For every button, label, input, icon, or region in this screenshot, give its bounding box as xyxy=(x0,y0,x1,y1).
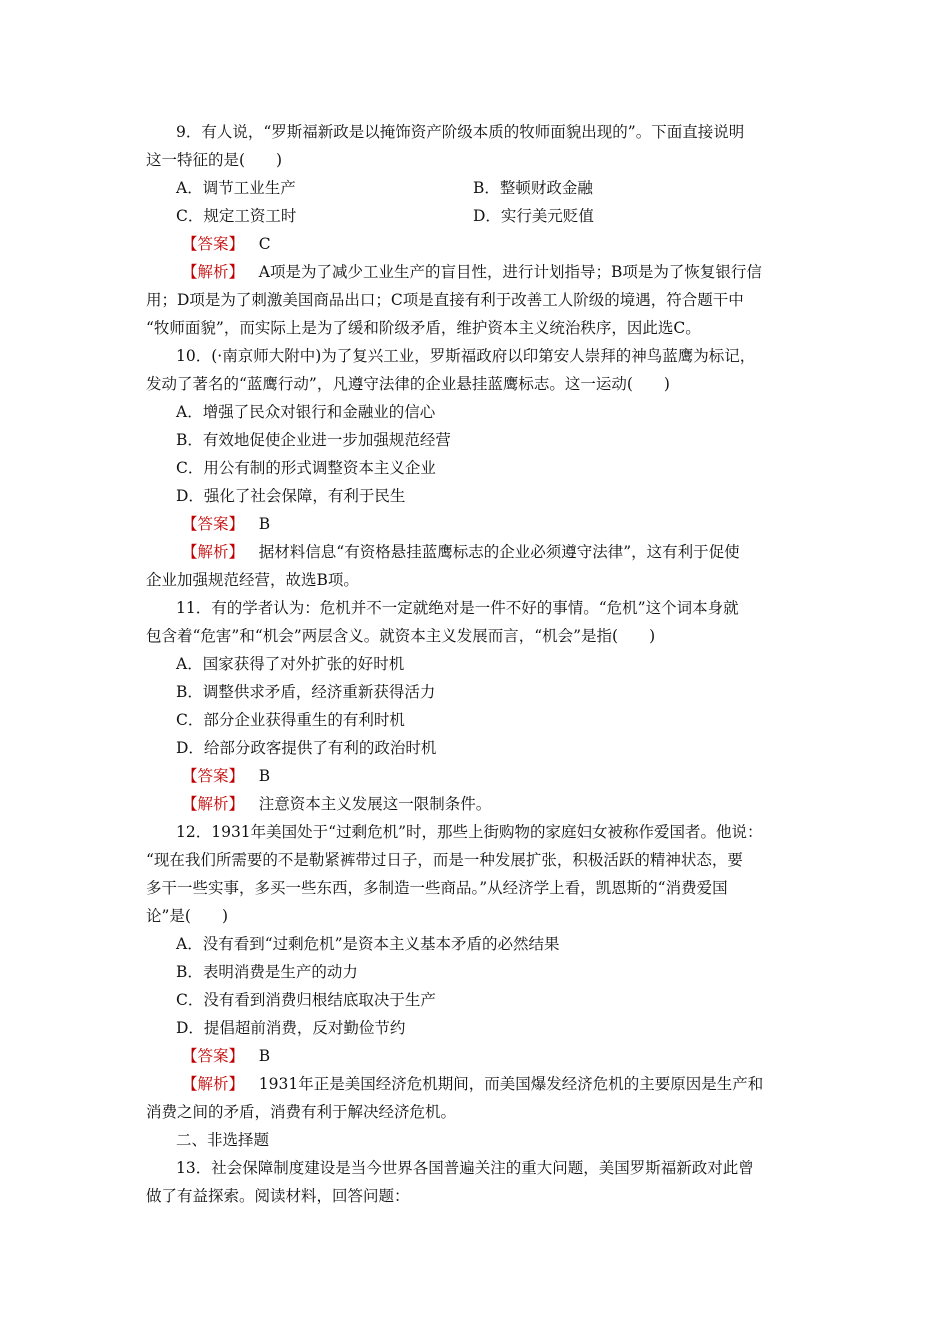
q13-stem-line-2: 做了有益探索。阅读材料，回答问题： xyxy=(146,1187,410,1205)
q11-answer: B xyxy=(258,767,271,785)
q9-analysis-line-3: “牧师面貌”，而实际上是为了缓和阶级矛盾，维护资本主义统治秩序，因此选C。 xyxy=(146,319,701,337)
answer-tag: 【答案】 xyxy=(182,1047,245,1065)
analysis-tag: 【解析】 xyxy=(182,795,245,813)
q13-stem-line-1: 13．社会保障制度建设是当今世界各国普遍关注的重大问题，美国罗斯福新政对此曾 xyxy=(176,1159,754,1177)
q11-option-a: A．国家获得了对外扩张的好时机 xyxy=(176,655,405,673)
q12-option-d: D．提倡超前消费，反对勤俭节约 xyxy=(176,1019,406,1037)
q10-analysis-line-1 xyxy=(182,542,740,562)
analysis-tag: 【解析】 xyxy=(182,543,245,561)
q9-answer: C xyxy=(258,235,271,253)
q11-option-c: C．部分企业获得重生的有利时机 xyxy=(176,711,405,729)
q10-analysis-line-2: 企业加强规范经营，故选B项。 xyxy=(146,571,359,589)
q10-option-c: C．用公有制的形式调整资本主义企业 xyxy=(176,459,436,477)
q12-stem-line-2: “现在我们所需要的不是勒紧裤带过日子，而是一种发展扩张，积极活跃的精神状态，要 xyxy=(146,851,743,869)
q12-stem-line-4: 论”是( ) xyxy=(146,907,229,925)
analysis-tag: 【解析】 xyxy=(182,263,245,281)
q11-answer-row xyxy=(182,766,270,786)
q12-option-c: C．没有看到消费归根结底取决于生产 xyxy=(176,991,436,1009)
q11-analysis-line-1 xyxy=(182,794,491,814)
analysis-tag: 【解析】 xyxy=(182,1075,245,1093)
q12-analysis-text-1: 1931年正是美国经济危机期间，而美国爆发经济危机的主要原因是生产和 xyxy=(258,1075,764,1093)
q9-stem-line-2: 这一特征的是( ) xyxy=(146,151,283,169)
q10-answer-row xyxy=(182,514,270,534)
q11-stem-line-2: 包含着“危害”和“机会”两层含义。就资本主义发展而言，“机会”是指( ) xyxy=(146,627,656,645)
q10-answer: B xyxy=(258,515,271,533)
q12-stem-line-3: 多干一些实事，多买一些东西，多制造一些商品。”从经济学上看，凯恩斯的“消费爱国 xyxy=(146,879,728,897)
q12-stem-line-1: 12．1931年美国处于“过剩危机”时，那些上街购物的家庭妇女被称作爱国者。他说： xyxy=(176,823,763,841)
answer-tag: 【答案】 xyxy=(182,515,245,533)
q9-stem-line-1: 9．有人说，“罗斯福新政是以掩饰资产阶级本质的牧师面貌出现的”。下面直接说明 xyxy=(176,123,745,141)
answer-tag: 【答案】 xyxy=(182,767,245,785)
q10-option-b: B．有效地促使企业进一步加强规范经营 xyxy=(176,431,451,449)
q10-option-d: D．强化了社会保障，有利于民生 xyxy=(176,487,406,505)
q12-answer-row xyxy=(182,1046,270,1066)
section-heading: 二、非选择题 xyxy=(176,1131,270,1149)
q12-option-a: A．没有看到“过剩危机”是资本主义基本矛盾的必然结果 xyxy=(176,935,560,953)
q11-analysis-text-1: 注意资本主义发展这一限制条件。 xyxy=(258,795,492,813)
q9-analysis-line-2: 用；D项是为了刺激美国商品出口；C项是直接有利于改善工人阶级的境遇，符合题干中 xyxy=(146,291,744,309)
q11-option-d: D．给部分政客提供了有利的政治时机 xyxy=(176,739,437,757)
q9-option-a: A．调节工业生产 xyxy=(176,179,296,197)
q11-stem-line-1: 11．有的学者认为：危机并不一定就绝对是一件不好的事情。“危机”这个词本身就 xyxy=(176,599,739,617)
q9-option-c: C．规定工资工时 xyxy=(176,207,297,225)
q10-stem-line-2: 发动了著名的“蓝鹰行动”，凡遵守法律的企业悬挂蓝鹰标志。这一运动( ) xyxy=(146,375,670,393)
q9-option-d: D．实行美元贬值 xyxy=(473,207,594,225)
q9-analysis-line-1 xyxy=(182,262,762,282)
q12-analysis-line-2: 消费之间的矛盾，消费有利于解决经济危机。 xyxy=(146,1103,457,1121)
q12-answer: B xyxy=(258,1047,271,1065)
q12-analysis-line-1 xyxy=(182,1074,763,1094)
q9-answer-row xyxy=(182,234,271,254)
q12-option-b: B．表明消费是生产的动力 xyxy=(176,963,358,981)
q10-stem-line-1: 10．(·南京师大附中)为了复兴工业，罗斯福政府以印第安人崇拜的神鸟蓝鹰为标记， xyxy=(176,347,756,365)
q10-analysis-text-1: 据材料信息“有资格悬挂蓝鹰标志的企业必须遵守法律”，这有利于促使 xyxy=(258,543,740,561)
q9-option-b: B．整顿财政金融 xyxy=(473,179,593,197)
q10-option-a: A．增强了民众对银行和金融业的信心 xyxy=(176,403,436,421)
q11-option-b: B．调整供求矛盾，经济重新获得活力 xyxy=(176,683,436,701)
q9-analysis-text-1: A项是为了减少工业生产的盲目性，进行计划指导；B项是为了恢复银行信 xyxy=(258,263,762,281)
answer-tag: 【答案】 xyxy=(182,235,245,253)
